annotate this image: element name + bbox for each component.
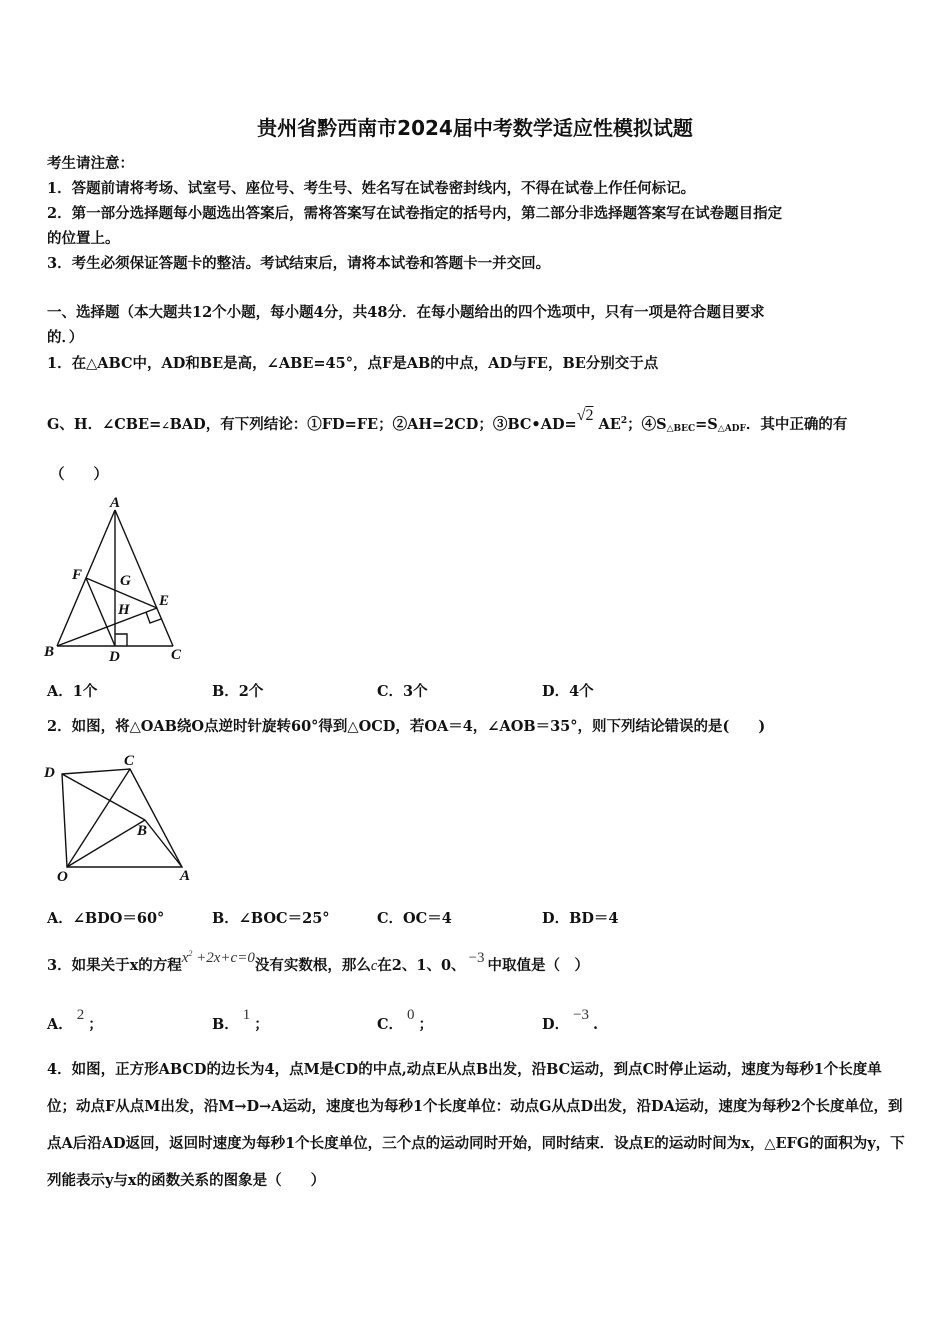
q1-option-d: D．4个 (542, 683, 594, 700)
label-g: G (120, 573, 131, 589)
q3-equation: $x^2 +2x+c=0$ (181, 949, 255, 966)
q1-stem-line2: G、H．∠CBE=∠BAD，有下列结论：①FD=FE；②AH=2CD；③BC•AD=√2 $AE^2$；$④S_{\triangle BEC}=S_{\triangle ADF}$．其中正确的有 (47, 407, 848, 434)
q1-figure (40, 492, 195, 667)
q4-stem: 4．如图，正方形ABCD的边长为4，点M是CD的中点,动点E从点B出发，沿BC运动，到点C时停止运动，速度为每秒1个长度单位；动点F从点M出发，沿M→D→A运动，速度也为每秒1个长度单位：动点G从点D出发，沿DA运动，速度为每秒2个长度单位，到点A后沿AD返回，返回时速度为每秒1个长度单位，三个点的运动同时开始，同时结束．设点E的运动时间为x，△EFG的面积为y，下列能表示y与x的函数关系的图象是（ ） (47, 1061, 905, 1189)
q1-stem: 1．在△ABC中，AD和BE是高，∠ABE=45°，点F是AB的中点，AD与FE，BE分别交于点 (47, 355, 659, 372)
segment-db (62, 774, 145, 820)
q2-option-d: D．BD＝4 (542, 910, 619, 927)
label-c: C (171, 647, 182, 663)
notice-item: 2．第一部分选择题每小题选出答案后，需将答案写在试卷指定的括号内，第二部分非选择题答案写在试卷题目指定 (47, 205, 783, 222)
q3-stem: 3．如果关于x的方程$x^2 +2x+c=0$没有实数根，那么c在2、1、0、 −3 中取值是（ ） (47, 949, 590, 974)
q2-figure (40, 752, 200, 887)
section-heading-cont: 的．） (47, 329, 84, 346)
q2-option-a: A．∠BDO＝60° (47, 910, 165, 927)
label-o: O (57, 869, 68, 885)
notice-item: 1．答题前请将考场、试室号、座位号、考生号、姓名写在试卷密封线内，不得在试卷上作任何标记。 (47, 180, 696, 197)
page-title: 贵州省黔西南市2024届中考数学适应性模拟试题 (257, 116, 693, 140)
notice-item: 的位置上。 (47, 230, 120, 247)
label-a: A (180, 868, 191, 884)
segment-oc (67, 769, 130, 867)
right-angle-d (115, 634, 127, 646)
sqrt-two: √2 (576, 407, 594, 424)
q2-option-b: B．∠BOC＝25° (212, 910, 330, 927)
label-h: H (118, 602, 130, 618)
section-heading: 一、选择题（本大题共12个小题，每小题4分，共48分．在每小题给出的四个选项中，只有一项是符合题目要求 (47, 304, 765, 321)
label-b: B (137, 823, 148, 839)
notice-heading: 考生请注意： (47, 155, 134, 172)
q3-option-a: A．2； (47, 1007, 103, 1033)
q1-option-b: B．2个 (212, 683, 264, 700)
notice-item: 3．考生必须保证答题卡的整洁。考试结束后，请将本试卷和答题卡一并交回。 (47, 255, 551, 272)
q1-answer-paren: （ ） (50, 466, 108, 483)
label-f: F (72, 567, 83, 583)
q2-option-c: C．OC＝4 (377, 910, 452, 927)
label-d: D (44, 765, 55, 781)
label-c: C (124, 753, 135, 769)
q1-option-c: C．3个 (377, 683, 428, 700)
label-e: E (159, 593, 170, 609)
label-a: A (110, 495, 121, 511)
segment-ob (67, 820, 148, 867)
q1-option-a: A．1个 (47, 683, 98, 700)
q3-option-c: C．0； (377, 1007, 434, 1033)
label-d: D (109, 649, 120, 665)
q2-stem: 2．如图，将△OAB绕O点逆时针旋转60°得到△OCD，若OA＝4，∠AOB＝35°，则下列结论错误的是( ) (47, 718, 766, 735)
q3-option-b: B．1； (212, 1007, 269, 1033)
segment-ba (145, 820, 182, 867)
label-b: B (44, 644, 55, 660)
q3-option-d: D．−3. (542, 1007, 599, 1033)
